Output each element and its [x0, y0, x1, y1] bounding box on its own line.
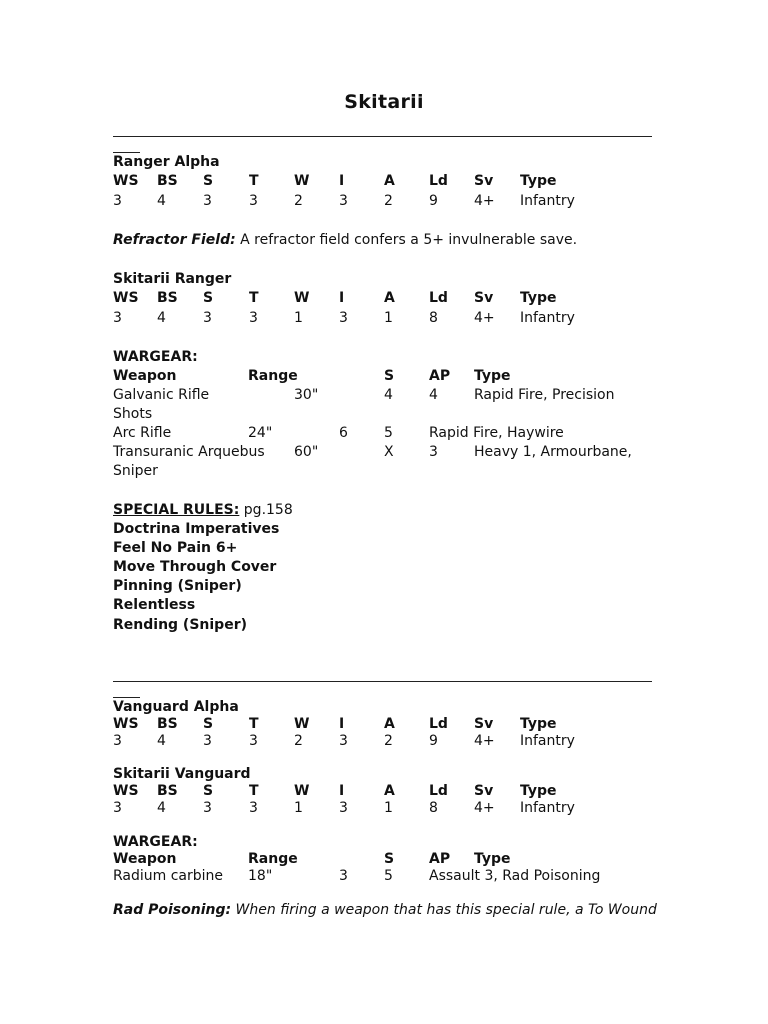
divider-rule: [113, 681, 652, 682]
special-rule: Doctrina Imperatives: [113, 521, 280, 537]
unit-name: Ranger Alpha: [113, 154, 220, 170]
unit-name: Skitarii Ranger: [113, 271, 232, 287]
weapon-row-continuation: Sniper: [113, 463, 158, 479]
wargear-heading: WARGEAR:: [113, 349, 198, 365]
rad-poisoning-rule: Rad Poisoning: When firing a weapon that has this special rule, a To Wound: [113, 902, 657, 918]
divider-rule: [113, 136, 652, 137]
special-rule: Pinning (Sniper): [113, 578, 242, 594]
special-rules-heading: SPECIAL RULES: pg.158: [113, 502, 293, 518]
weapon-row-continuation: Shots: [113, 406, 153, 422]
special-rule: Feel No Pain 6+: [113, 540, 238, 556]
special-rule: Move Through Cover: [113, 559, 277, 575]
refractor-field-rule: Refractor Field: A refractor field confers a 5+ invulnerable save.: [113, 232, 578, 248]
unit-name: Vanguard Alpha: [113, 699, 239, 715]
page-title: Skitarii: [344, 91, 424, 113]
wargear-heading: WARGEAR:: [113, 834, 198, 850]
special-rule: Rending (Sniper): [113, 617, 247, 633]
unit-name: Skitarii Vanguard: [113, 766, 251, 782]
special-rule: Relentless: [113, 597, 196, 613]
